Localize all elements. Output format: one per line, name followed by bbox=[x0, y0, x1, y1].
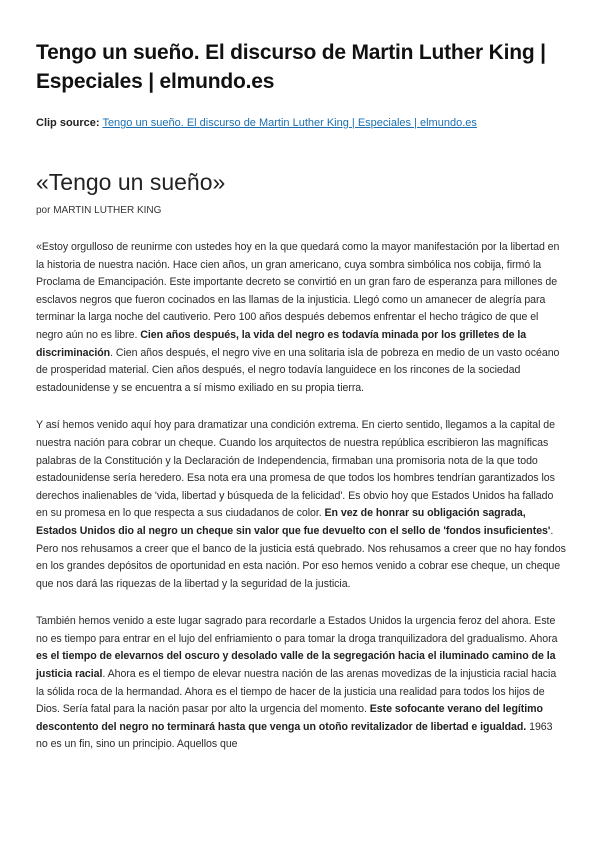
text-run: . Cien años después, el negro vive en una solitaria isla de pobreza en medio de un vasto océano de prosperidad material. Cien años después, el negro todavía languidece en los rincones de la sociedad estadounidense y se encuentra a sí mismo exiliado en su propia tierra. bbox=[36, 346, 560, 394]
text-run: . Pero nos rehusamos a creer que el banco de la justicia está quebrado. Nos rehusamos a creer que no hay fondos en los grandes depósitos de oportunidad en esta nación. Por eso hemos venido a cobrar ese cheque, un cheque que nos dará las riquezas de la libertad y la seguridad de la justicia. bbox=[36, 524, 566, 590]
article-paragraph bbox=[36, 417, 566, 593]
text-run: Y así hemos venido aquí hoy para dramatizar una condición extrema. En cierto sentido, llegamos a la capital de nuestra nación para cobrar un cheque. Cuando los arquitectos de nuestra república escribieron las magníficas palabras de la Constitución y la Declaración de Independencia, firmaban una promisoria nota de la que todo estadounidense sería heredero. Esa nota era una promesa de que todos los hombres tendrían garantizados los derechos inalienables de 'vida, libertad y búsqueda de la felicidad'. Es obvio hoy que Estados Unidos ha fallado en su promesa en lo que respecta a sus ciudadanos de color. bbox=[36, 419, 555, 520]
bold-text-run: En vez de honrar su obligación sagrada, Estados Unidos dio al negro un cheque sin valor que fue devuelto con el sello de 'fondos insuficientes' bbox=[36, 507, 551, 537]
bold-text-run: es el tiempo de elevarnos del oscuro y desolado valle de la segregación hacia el iluminado camino de la justicia racial bbox=[36, 650, 556, 681]
text-run: También hemos venido a este lugar sagrado para recordarle a Estados Unidos la urgencia feroz del ahora. Este no es tiempo para entrar en el lujo del enfriamiento o para tomar la droga tranquilizadora del gradualismo. Ahora bbox=[36, 615, 558, 645]
document-title: Tengo un sueño. El discurso de Martin Luther King | Especiales | elmundo.es bbox=[36, 41, 546, 93]
article-title: «Tengo un sueño» bbox=[36, 169, 226, 195]
text-run: 1963 no es un fin, sino un principio. Aquellos que bbox=[36, 720, 553, 751]
clip-source bbox=[36, 116, 566, 130]
clip-source-label: Clip source: bbox=[36, 117, 100, 129]
text-run: . Ahora es el tiempo de elevar nuestra nación de las arenas movedizas de la injusticia racial hacia la sólida roca de la hermandad. Ahora es el tiempo de hacer de la justicia una realidad para todos los hijos de Dios. Sería fatal para la nación pasar por alto la urgencia del momento. bbox=[36, 668, 557, 716]
bold-text-run: Cien años después, la vida del negro es todavía minada por los grilletes de la discriminación bbox=[36, 328, 527, 359]
article-paragraph bbox=[36, 613, 566, 754]
article-body bbox=[36, 239, 566, 754]
text-run: «Estoy orgulloso de reunirme con ustedes hoy en la que quedará como la mayor manifestación por la libertad en la historia de nuestra nación. Hace cien años, un gran americano, cuya sombra simbólica nos cobija, firmó la Proclama de Emancipación. Este importante decreto se convirtió en un gran faro de esperanza para millones de esclavos negros que fueron cocinados en las llamas de la injusticia. Llegó como un amanecer de alegría para terminar la larga noche del cautiverio. Pero 100 años después debemos enfrentar el hecho trágico de que el negro aún no es libre. bbox=[36, 241, 560, 341]
clip-source-link[interactable]: Tengo un sueño. El discurso de Martin Luther King | Especiales | elmundo.es bbox=[102, 117, 477, 129]
bold-text-run: Este sofocante verano del legítimo descontento del negro no terminará hasta que venga un otoño revitalizador de libertad e igualdad. bbox=[36, 703, 543, 733]
article-byline: por MARTIN LUTHER KING bbox=[36, 205, 162, 216]
article-paragraph bbox=[36, 239, 566, 397]
